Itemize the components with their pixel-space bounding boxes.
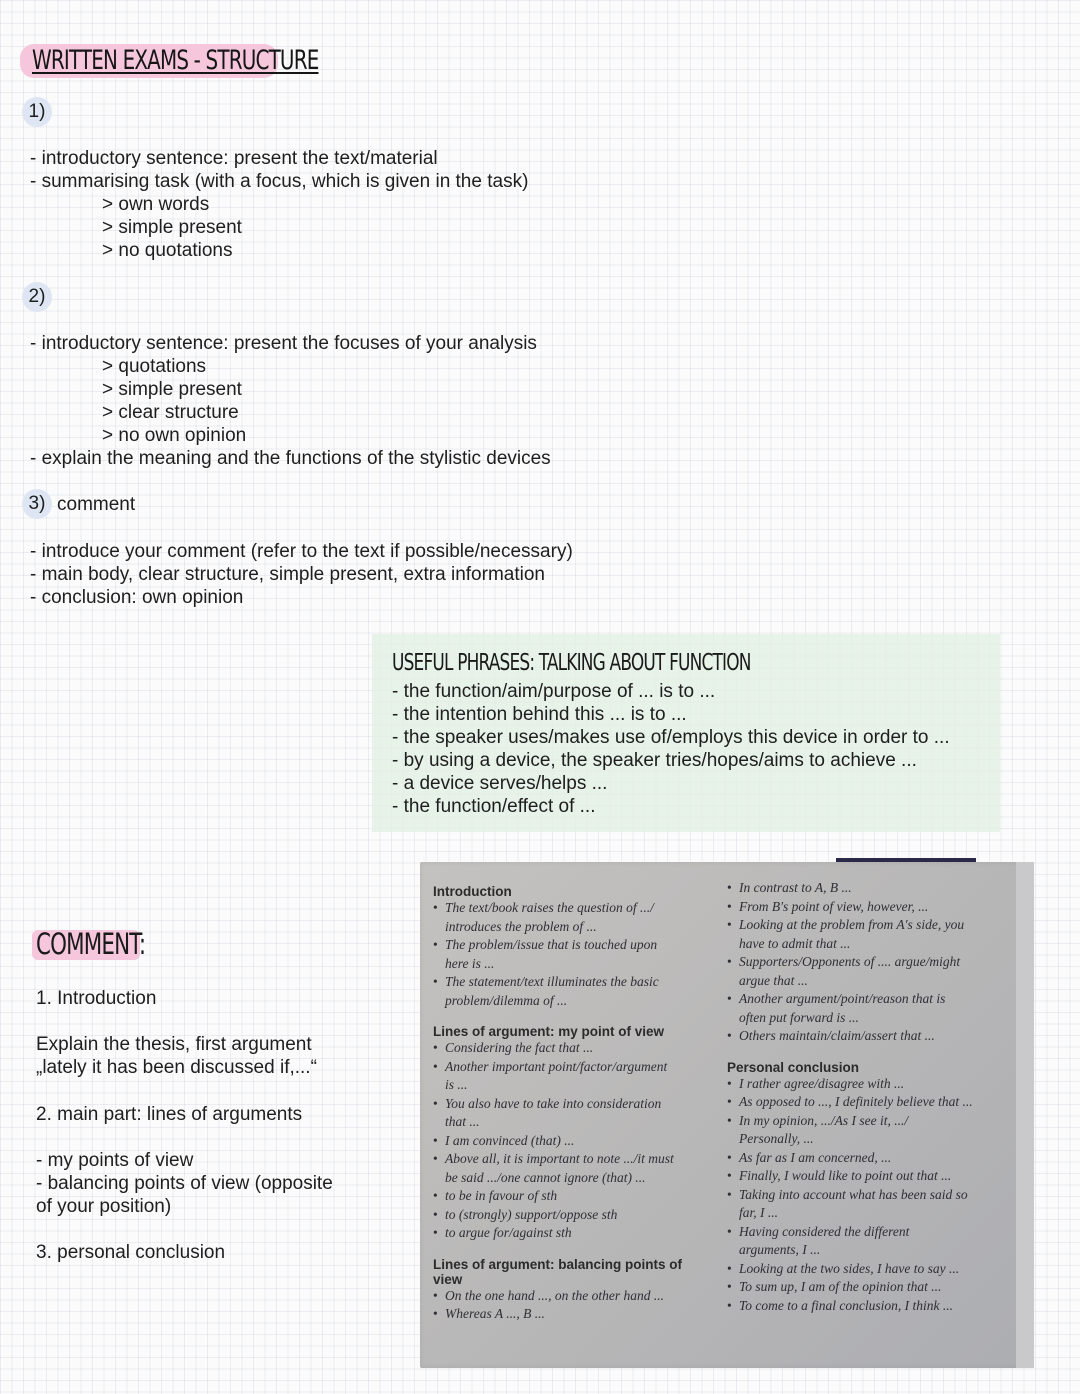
comment-points-2: - balancing points of view (opposite: [36, 1173, 333, 1194]
bullet-icon: •: [727, 880, 732, 895]
book-lines-text: You also have to take into consideration: [445, 1095, 662, 1111]
page-title: WRITTEN EXAMS - STRUCTURE: [32, 45, 319, 76]
book-lines-list: [433, 1039, 723, 1243]
book-conclusion-item-8: [727, 1260, 1017, 1279]
bullet-icon: •: [433, 1058, 438, 1074]
book-conclusion-item-5: [727, 1167, 1017, 1186]
book-conclusion-text: To come to a final conclusion, I think ...: [739, 1297, 953, 1313]
bullet-icon: •: [433, 1095, 438, 1111]
book-conclusion-item-6-cont: [727, 1204, 1017, 1223]
book-lines-text: Above all, it is important to note .../it must: [445, 1151, 674, 1166]
book-balance-text: Whereas A ..., B ...: [445, 1306, 545, 1321]
book-right-text: From B's point of view, however, ...: [739, 898, 929, 914]
book-balance-text: On the one hand ..., on the other hand ...: [445, 1287, 664, 1303]
book-right-list: [727, 879, 1017, 1046]
book-conclusion-item-1: [727, 1075, 1017, 1094]
book-conclusion-item-4: [727, 1149, 1017, 1168]
comment-main-part: 2. main part: lines of arguments: [36, 1104, 303, 1125]
book-lines-text: Another important point/factor/argument: [445, 1058, 668, 1074]
bullet-icon: •: [727, 1279, 732, 1294]
phrase-line-1: - the function/aim/purpose of ... is to ...: [392, 681, 716, 702]
phrase-line-2: - the intention behind this ... is to ...: [392, 704, 687, 725]
book-balance-list: [433, 1287, 723, 1324]
bullet-icon: •: [433, 1306, 438, 1321]
book-intro-item-1: [433, 899, 723, 918]
comment-intro: 1. Introduction: [36, 988, 157, 1009]
book-conclusion-text: I rather agree/disagree with ...: [739, 1075, 905, 1091]
bullet-icon: •: [433, 1225, 438, 1240]
book-conclusion-text: As opposed to ..., I definitely believe that ...: [739, 1094, 973, 1109]
phrase-line-6: - the function/effect of ...: [392, 796, 596, 817]
comment-explain-2: „lately it has been discussed if,...“: [36, 1057, 317, 1078]
book-conclusion-heading: Personal conclusion: [727, 1059, 860, 1075]
phrase-line-3: - the speaker uses/makes use of/employs this device in order to ...: [392, 727, 950, 748]
bullet-icon: •: [433, 900, 438, 915]
book-intro-text: The problem/issue that is touched upon: [445, 937, 658, 952]
bullet-icon: •: [727, 991, 732, 1006]
book-lines-text: to argue for/against sth: [445, 1225, 572, 1240]
book-conclusion-item-7-cont: [727, 1241, 1017, 1260]
book-lines-text: that ...: [445, 1114, 480, 1129]
book-intro-text: here is ...: [445, 955, 495, 971]
section-2-line-2: - explain the meaning and the functions of the stylistic devices: [30, 448, 551, 469]
section-1-number: 1): [22, 97, 52, 127]
book-conclusion-text: Having considered the different: [739, 1223, 910, 1239]
bullet-icon: •: [727, 1260, 732, 1276]
book-conclusion-text: In my opinion, .../As I see it, .../: [739, 1112, 909, 1128]
section-1-sub-2: > simple present: [102, 217, 242, 238]
bullet-icon: •: [727, 1028, 732, 1043]
bullet-icon: •: [727, 1297, 732, 1313]
book-intro-item-2: [433, 936, 723, 955]
section-2-line-1: - introductory sentence: present the focuses of your analysis: [30, 333, 537, 354]
book-balance-item-2: [433, 1305, 723, 1324]
book-conclusion-text: Personally, ...: [739, 1131, 814, 1146]
book-right-item-3: [727, 916, 1017, 935]
book-conclusion-item-2: [727, 1093, 1017, 1112]
bullet-icon: •: [727, 1075, 732, 1091]
book-intro-item-3: [433, 973, 723, 992]
book-lines-heading: Lines of argument: my point of view: [433, 1024, 665, 1039]
book-page-edge: [1016, 862, 1034, 1368]
book-lines-text: I am convinced (that) ...: [445, 1132, 575, 1148]
book-left-column: [433, 884, 723, 1324]
book-intro-text: problem/dilemma of ...: [445, 992, 568, 1008]
bullet-icon: •: [727, 1168, 732, 1183]
book-lines-item-5: [433, 1150, 723, 1169]
book-conclusion-text: Finally, I would like to point out that ...: [739, 1168, 952, 1183]
book-conclusion-item-9: [727, 1278, 1017, 1297]
book-balance-heading-1: Lines of argument: balancing points of: [433, 1256, 683, 1272]
bullet-icon: •: [727, 1094, 732, 1109]
book-intro-item-2-cont: [433, 955, 723, 974]
book-lines-item-3-cont: [433, 1113, 723, 1132]
book-right-item-5-cont: [727, 1009, 1017, 1028]
book-lines-text: to (strongly) support/oppose sth: [445, 1206, 618, 1222]
book-conclusion-text: arguments, I ...: [739, 1242, 821, 1257]
bullet-icon: •: [433, 1287, 438, 1303]
book-right-text: Supporters/Opponents of .... argue/might: [739, 954, 961, 969]
book-lines-item-8: [433, 1224, 723, 1243]
section-2-sub-3: > clear structure: [102, 402, 239, 423]
book-right-text: Another argument/point/reason that is: [739, 991, 946, 1006]
book-balance-heading-2: view: [433, 1271, 463, 1287]
book-conclusion-text: As far as I am concerned, ...: [739, 1149, 892, 1165]
comment-explain-1: Explain the thesis, first argument: [36, 1034, 312, 1055]
bullet-icon: •: [727, 898, 732, 914]
bullet-icon: •: [433, 937, 438, 952]
book-lines-text: Considering the fact that ...: [445, 1040, 594, 1055]
book-right-item-2: [727, 898, 1017, 917]
book-lines-item-6: [433, 1187, 723, 1206]
book-conclusion-item-10: [727, 1297, 1017, 1316]
bullet-icon: •: [727, 1149, 732, 1165]
comment-points-3: of your position): [36, 1196, 172, 1217]
bullet-icon: •: [727, 917, 732, 932]
section-1-sub-3: > no quotations: [102, 240, 233, 261]
section-1-sub-1: > own words: [102, 194, 210, 215]
book-intro-item-1-cont: [433, 918, 723, 937]
section-1-line-2: - summarising task (with a focus, which is given in the task): [30, 171, 529, 192]
book-lines-item-1: [433, 1039, 723, 1058]
book-conclusion-list: [727, 1075, 1017, 1316]
book-lines-text: is ...: [445, 1077, 468, 1092]
book-lines-item-7: [433, 1206, 723, 1225]
section-1-line-1: - introductory sentence: present the text/material: [30, 148, 438, 169]
book-intro-text: The text/book raises the question of .../: [445, 900, 654, 915]
book-balance-item-1: [433, 1287, 723, 1306]
book-right-item-5: [727, 990, 1017, 1009]
book-intro-text: The statement/text illuminates the basic: [445, 974, 659, 989]
bullet-icon: •: [433, 1132, 438, 1148]
book-right-item-4: [727, 953, 1017, 972]
book-intro-text: introduces the problem of ...: [445, 918, 597, 934]
book-lines-item-2: [433, 1058, 723, 1077]
book-intro-heading: Introduction: [433, 884, 512, 899]
book-right-item-1: [727, 879, 1017, 898]
book-right-item-6: [727, 1027, 1017, 1046]
section-2-sub-2: > simple present: [102, 379, 242, 400]
book-lines-item-5-cont: [433, 1169, 723, 1188]
book-intro-list: [433, 899, 723, 1010]
bullet-icon: •: [727, 1223, 732, 1239]
bullet-icon: •: [727, 954, 732, 969]
book-conclusion-item-3-cont: [727, 1130, 1017, 1149]
bullet-icon: •: [433, 1206, 438, 1222]
textbook-photo: [420, 862, 1034, 1368]
book-conclusion-item-6: [727, 1186, 1017, 1205]
book-conclusion-text: Looking at the two sides, I have to say ...: [739, 1260, 960, 1276]
book-conclusion-item-7: [727, 1223, 1017, 1242]
bullet-icon: •: [433, 1151, 438, 1166]
book-conclusion-text: far, I ...: [739, 1205, 779, 1220]
book-right-text: often put forward is ...: [739, 1009, 859, 1025]
bullet-icon: •: [727, 1186, 732, 1202]
useful-phrases-title: USEFUL PHRASES: TALKING ABOUT FUNCTION: [392, 650, 751, 676]
comment-points-1: - my points of view: [36, 1150, 194, 1171]
comment-conclusion: 3. personal conclusion: [36, 1242, 226, 1263]
section-3-line-2: - main body, clear structure, simple present, extra information: [30, 564, 545, 585]
section-3-label: comment: [57, 494, 136, 515]
phrase-line-5: - a device serves/helps ...: [392, 773, 608, 794]
section-2-sub-4: > no own opinion: [102, 425, 247, 446]
book-intro-item-3-cont: [433, 992, 723, 1011]
book-conclusion-item-3: [727, 1112, 1017, 1131]
section-2-sub-1: > quotations: [102, 356, 207, 377]
book-right-item-4-cont: [727, 972, 1017, 991]
bullet-icon: •: [433, 1040, 438, 1055]
book-lines-text: to be in favour of sth: [445, 1188, 558, 1203]
book-right-text: Looking at the problem from A's side, you: [739, 917, 965, 932]
book-lines-text: be said .../one cannot ignore (that) ...: [445, 1169, 646, 1185]
book-lines-item-4: [433, 1132, 723, 1151]
book-right-text: Others maintain/claim/assert that ...: [739, 1028, 935, 1043]
book-lines-item-2-cont: [433, 1076, 723, 1095]
phrase-line-4: - by using a device, the speaker tries/hopes/aims to achieve ...: [392, 750, 917, 771]
bullet-icon: •: [433, 1188, 438, 1203]
section-3-line-1: - introduce your comment (refer to the text if possible/necessary): [30, 541, 573, 562]
section-2-number: 2): [22, 282, 52, 312]
book-right-text: In contrast to A, B ...: [739, 880, 852, 895]
book-right-column: [727, 879, 1017, 1315]
book-lines-item-3: [433, 1095, 723, 1114]
section-3-number: 3): [22, 489, 52, 519]
comment-title: COMMENT:: [36, 927, 146, 961]
book-right-text: have to admit that ...: [739, 935, 851, 951]
book-conclusion-text: To sum up, I am of the opinion that ...: [739, 1279, 942, 1294]
bullet-icon: •: [727, 1112, 732, 1128]
book-right-text: argue that ...: [739, 972, 808, 988]
bullet-icon: •: [433, 974, 438, 989]
book-right-item-3-cont: [727, 935, 1017, 954]
section-3-line-3: - conclusion: own opinion: [30, 587, 244, 608]
book-conclusion-text: Taking into account what has been said so: [739, 1186, 968, 1202]
